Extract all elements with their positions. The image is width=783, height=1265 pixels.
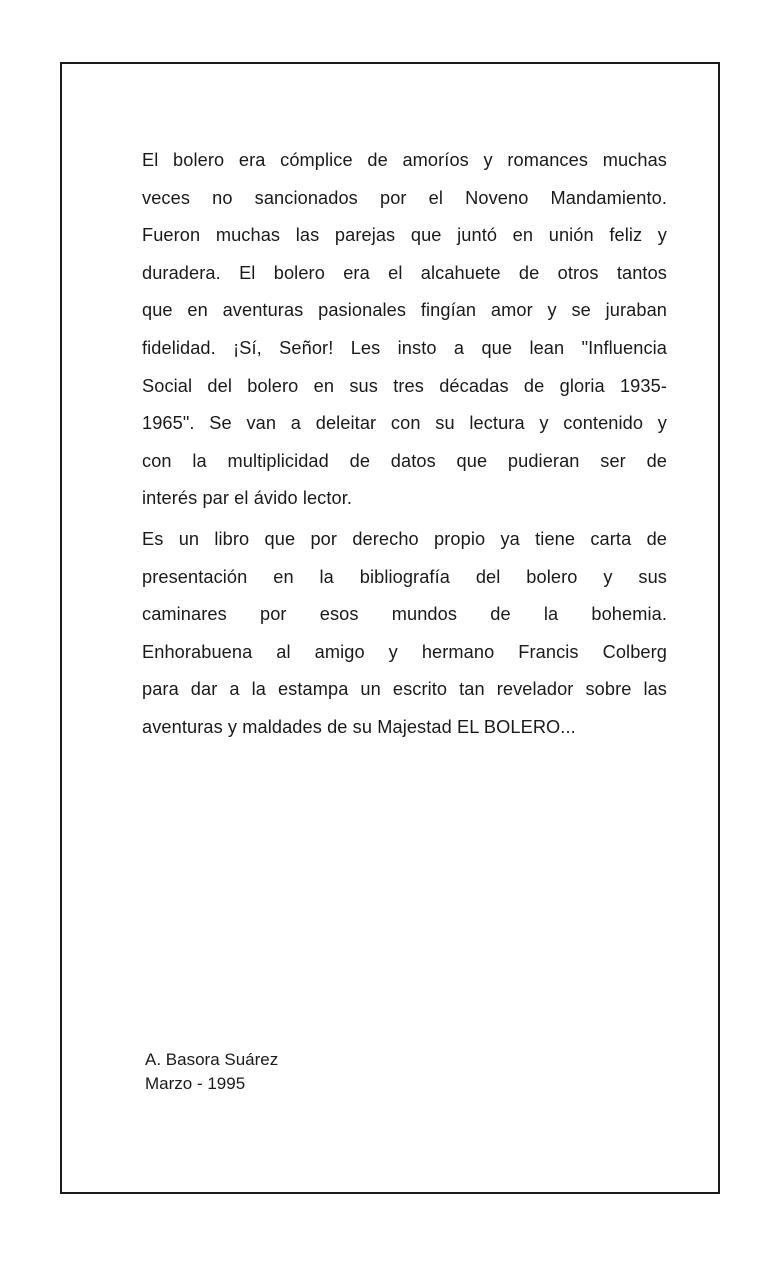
text-line: interés par el ávido lector. — [142, 488, 353, 509]
paragraph-2 — [142, 521, 667, 747]
text-line: fidelidad. ¡Sí, Señor! Les insto a que lean "Influencia — [142, 337, 667, 358]
paragraph-1 — [142, 142, 667, 518]
text-line: veces no sancionados por el Noveno Mandamiento. — [142, 187, 667, 208]
text-line: Enhorabuena al amigo y hermano Francis Colberg — [142, 641, 667, 662]
signature-date: Marzo - 1995 — [145, 1074, 246, 1093]
text-line: para dar a la estampa un escrito tan revelador sobre las — [142, 679, 667, 700]
text-line: duradera. El bolero era el alcahuete de otros tantos — [142, 262, 667, 283]
text-line: caminares por esos mundos de la bohemia. — [142, 604, 667, 625]
text-line: El bolero era cómplice de amoríos y romances muchas — [142, 150, 667, 170]
text-line: Es un libro que por derecho propio ya tiene carta de — [142, 528, 667, 549]
text-line: que en aventuras pasionales fingían amor y se juraban — [142, 300, 667, 321]
text-line: 1965". Se van a deleitar con su lectura y contenido y — [142, 413, 667, 434]
text-line: Fueron muchas las parejas que juntó en unión feliz y — [142, 225, 667, 246]
body-text — [142, 142, 667, 747]
signature-author: A. Basora Suárez — [145, 1050, 279, 1069]
text-line: presentación en la bibliografía del bolero y sus — [142, 566, 667, 587]
text-line: Social del bolero en sus tres décadas de gloria 1935- — [142, 375, 667, 396]
text-line: aventuras y maldades de su Majestad EL BOLERO... — [142, 716, 576, 737]
signature-block — [145, 1048, 278, 1096]
text-line: con la multiplicidad de datos que pudieran ser de — [142, 450, 667, 471]
